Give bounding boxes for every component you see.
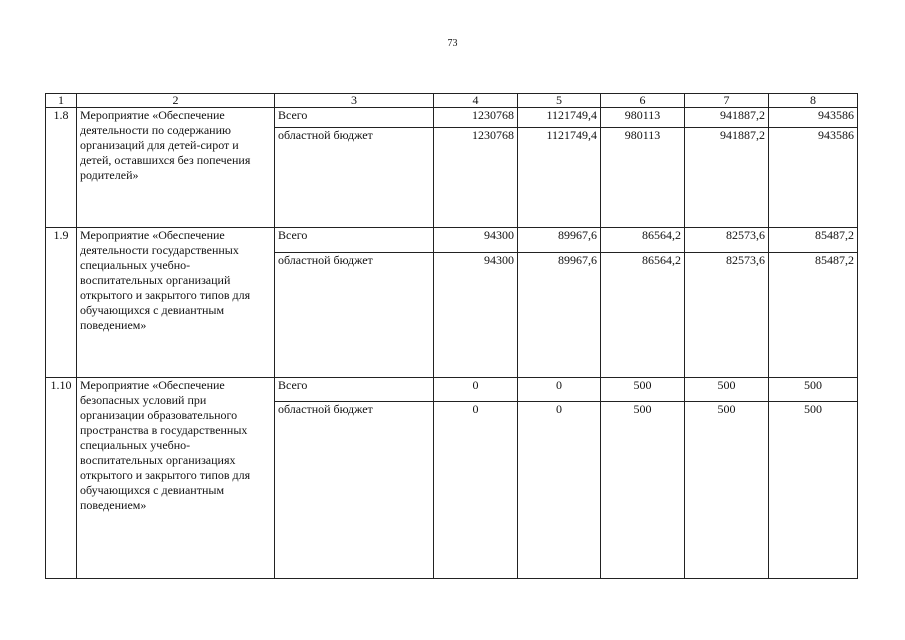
table-row <box>46 108 858 128</box>
funding-source: областной бюджет <box>275 253 434 378</box>
value-cell: 0 <box>518 402 601 579</box>
row-number: 1.10 <box>46 378 77 579</box>
value-cell: 89967,6 <box>518 228 601 253</box>
header-cell: 2 <box>77 94 275 108</box>
value-cell: 1230768 <box>434 128 518 228</box>
funding-source: областной бюджет <box>275 402 434 579</box>
activity-name: Мероприятие «Обеспечение безопасных условий при организации образовательного пространства в государственных специальных учебно-воспитательных организациях открытого и закрытого типов для обучающихся с девиантным поведением» <box>77 378 275 579</box>
funding-source: Всего <box>275 378 434 402</box>
value-cell: 500 <box>601 402 685 579</box>
header-cell: 4 <box>434 94 518 108</box>
header-cell: 8 <box>769 94 858 108</box>
row-number: 1.9 <box>46 228 77 378</box>
value-cell: 86564,2 <box>601 253 685 378</box>
value-cell: 941887,2 <box>685 128 769 228</box>
value-cell: 980113 <box>601 108 685 128</box>
header-row <box>46 94 858 108</box>
value-cell: 85487,2 <box>769 253 858 378</box>
funding-source: Всего <box>275 228 434 253</box>
value-cell: 0 <box>518 378 601 402</box>
value-cell: 943586 <box>769 108 858 128</box>
value-cell: 0 <box>434 378 518 402</box>
funding-source: Всего <box>275 108 434 128</box>
page-number: 73 <box>447 38 458 49</box>
funding-source: областной бюджет <box>275 128 434 228</box>
activity-name: Мероприятие «Обеспечение деятельности по содержанию организаций для детей-сирот и детей, оставшихся без попечения родителей» <box>77 108 275 228</box>
table-row <box>46 228 858 253</box>
value-cell: 0 <box>434 402 518 579</box>
value-cell: 500 <box>769 402 858 579</box>
header-cell: 7 <box>685 94 769 108</box>
value-cell: 86564,2 <box>601 228 685 253</box>
header-cell: 3 <box>275 94 434 108</box>
value-cell: 500 <box>601 378 685 402</box>
value-cell: 94300 <box>434 228 518 253</box>
header-cell: 5 <box>518 94 601 108</box>
value-cell: 980113 <box>601 128 685 228</box>
value-cell: 943586 <box>769 128 858 228</box>
value-cell: 500 <box>685 378 769 402</box>
value-cell: 85487,2 <box>769 228 858 253</box>
row-number: 1.8 <box>46 108 77 228</box>
value-cell: 1121749,4 <box>518 108 601 128</box>
value-cell: 1230768 <box>434 108 518 128</box>
value-cell: 89967,6 <box>518 253 601 378</box>
table-row <box>46 378 858 402</box>
value-cell: 941887,2 <box>685 108 769 128</box>
header-cell: 6 <box>601 94 685 108</box>
value-cell: 82573,6 <box>685 228 769 253</box>
header-cell: 1 <box>46 94 77 108</box>
value-cell: 82573,6 <box>685 253 769 378</box>
value-cell: 94300 <box>434 253 518 378</box>
value-cell: 500 <box>685 402 769 579</box>
activity-name: Мероприятие «Обеспечение деятельности государственных специальных учебно-воспитательных организаций открытого и закрытого типов для обучающихся с девиантным поведением» <box>77 228 275 378</box>
value-cell: 1121749,4 <box>518 128 601 228</box>
budget-table <box>45 93 858 579</box>
value-cell: 500 <box>769 378 858 402</box>
